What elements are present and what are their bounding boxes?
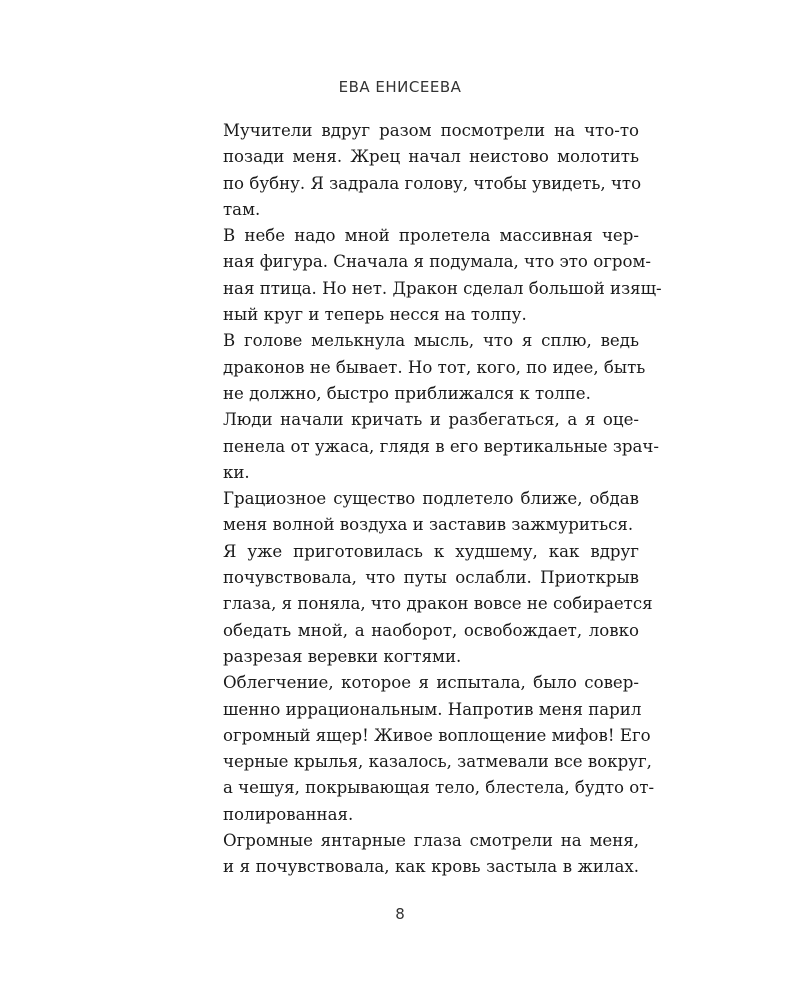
paragraph-1 xyxy=(193,118,642,223)
text-line: ки. xyxy=(223,462,250,482)
text-line: Я уже приготовилась к худшему, как вдруг xyxy=(223,541,639,561)
text-line: полированная. xyxy=(223,804,354,824)
text-line: драконов не бывает. Но тот, кого, по идее, быть xyxy=(223,357,646,377)
paragraph-4 xyxy=(193,407,659,486)
body-text xyxy=(193,118,662,881)
text-line: ная птица. Но нет. Дракон сделал большой изящ- xyxy=(223,278,662,298)
page-number: 8 xyxy=(395,905,405,923)
text-line: обедать мной, а наоборот, освобождает, ловко xyxy=(223,620,639,640)
text-line: разрезая веревки когтями. xyxy=(223,646,462,666)
text-line: Мучители вдруг разом посмотрели на что-то xyxy=(223,121,639,140)
paragraph-7 xyxy=(193,670,655,828)
text-line: позади меня. Жрец начал неистово молотить xyxy=(223,147,639,167)
text-line: и я почувствовала, как кровь застыла в жилах. xyxy=(223,857,639,877)
text-line: ный круг и теперь несся на толпу. xyxy=(223,305,527,325)
text-line: а чешуя, покрывающая тело, блестела, будто от- xyxy=(223,778,655,798)
text-line: Грациозное существо подлетело ближе, обдав xyxy=(223,489,639,509)
text-line: пенела от ужаса, глядя в его вертикальные зрач- xyxy=(223,436,659,456)
running-header: ЕВА ЕНИСЕЕВА xyxy=(338,78,462,96)
text-line: Люди начали кричать и разбегаться, а я оце- xyxy=(223,410,639,430)
paragraph-2 xyxy=(193,223,662,328)
text-line: ная фигура. Сначала я подумала, что это огром- xyxy=(223,252,652,272)
text-line: не должно, быстро приближался к толпе. xyxy=(223,383,591,403)
text-line: В небе надо мной пролетела массивная чер- xyxy=(223,226,639,246)
text-line: черные крылья, казалось, затмевали все вокруг, xyxy=(223,752,652,772)
text-line: меня волной воздуха и заставив зажмуриться. xyxy=(223,515,634,535)
text-line: Огромные янтарные глаза смотрели на меня, xyxy=(223,831,639,851)
text-line: по бубну. Я задрала голову, чтобы увидеть, что xyxy=(223,173,642,193)
text-line: там. xyxy=(223,199,261,219)
paragraph-3 xyxy=(193,328,646,407)
paragraph-8 xyxy=(193,828,639,881)
text-line: Облегчение, которое я испытала, было совер- xyxy=(223,673,639,693)
text-line: В голове мелькнула мысль, что я сплю, ведь xyxy=(223,331,639,351)
text-line: почувствовала, что путы ослабли. Приоткрыв xyxy=(223,568,639,588)
paragraph-5 xyxy=(193,486,639,539)
text-line: шенно иррациональным. Напротив меня парил xyxy=(223,699,642,719)
text-line: глаза, я поняла, что дракон вовсе не собирается xyxy=(223,594,653,614)
paragraph-6 xyxy=(193,539,653,670)
text-line: огромный ящер! Живое воплощение мифов! Его xyxy=(223,725,651,745)
